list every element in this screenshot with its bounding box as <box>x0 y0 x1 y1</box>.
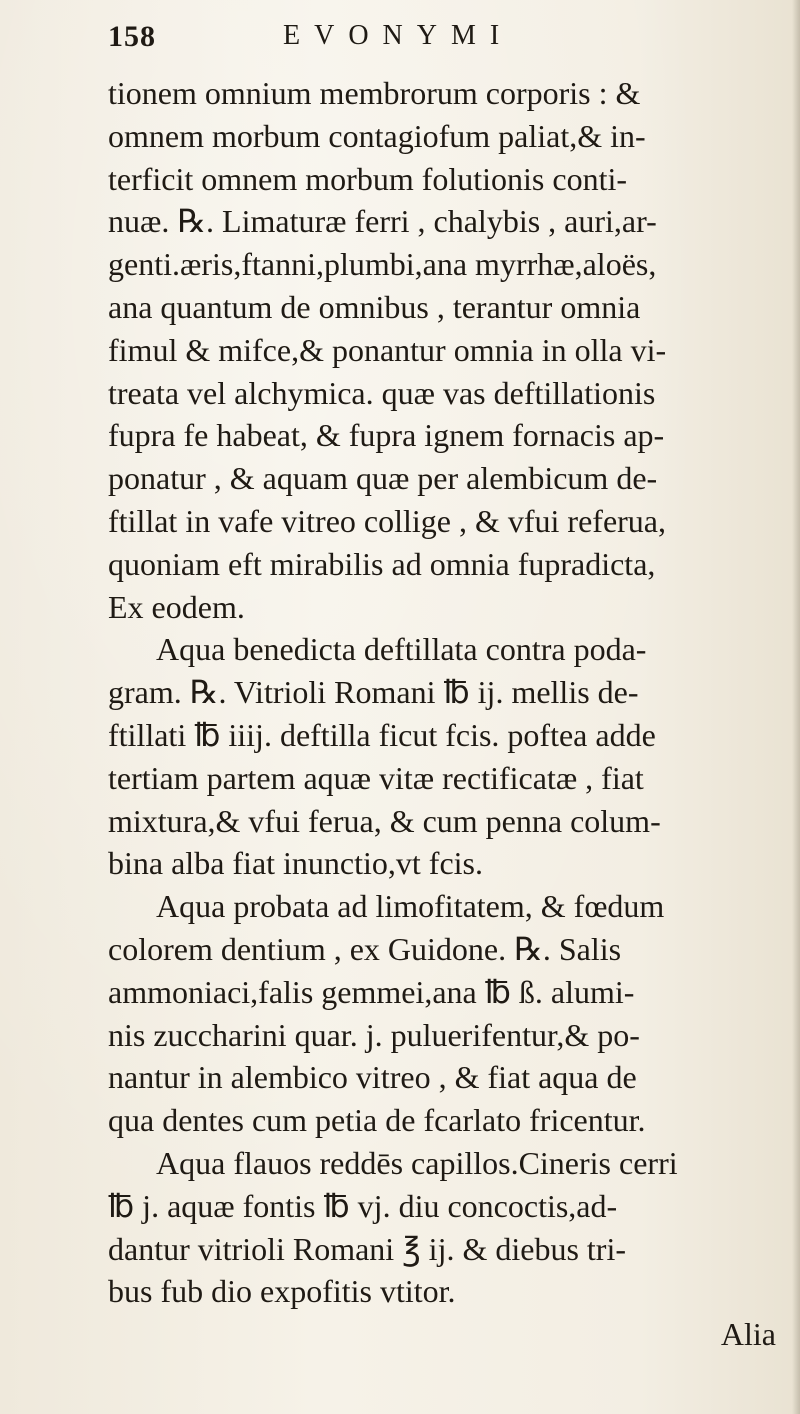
text-line: mixtura,& vfui ferua, & cum penna colum- <box>108 802 661 839</box>
text-line: quoniam eft mirabilis ad omnia fupradicta, <box>108 545 656 582</box>
text-line: nis zuccharini quar. j. puluerifentur,& po- <box>108 1016 640 1053</box>
text-line: colorem dentium , ex Guidone. ℞. Salis <box>108 930 622 967</box>
text-line: ftillat in vafe vitreo collige , & vfui referua, <box>108 502 666 539</box>
text-line: tionem omnium membrorum corporis : & <box>108 75 641 111</box>
page-edge-shadow <box>792 0 800 1414</box>
paragraph-start-line: Aqua benedicta deftillata contra poda- <box>156 631 647 668</box>
text-line: ammoniaci,falis gemmei,ana ℔ ß. alumi- <box>108 973 635 1010</box>
text-line: ℔ j. aquæ fontis ℔ vj. diu concoctis,ad- <box>108 1187 618 1224</box>
text-line: qua dentes cum petia de fcarlato fricentur. <box>108 1102 646 1139</box>
text-line: ana quantum de omnibus , terantur omnia <box>108 288 641 325</box>
text-line: bina alba fiat inunctio,vt fcis. <box>108 845 483 882</box>
text-line: fupra fe habeat, & fupra ignem fornacis ap- <box>108 417 665 454</box>
catchword: Alia <box>720 1316 776 1353</box>
text-line: gram. ℞. Vitrioli Romani ℔ ij. mellis de- <box>108 674 639 711</box>
paragraph-start-line: Aqua probata ad limofitatem, & fœdum <box>156 888 665 925</box>
text-line: terficit omnem morbum folutionis conti- <box>108 160 628 197</box>
text-line: dantur vitrioli Romani ℥ ij. & diebus tri- <box>108 1230 626 1267</box>
page-number: 158 <box>108 20 156 53</box>
text-line: nantur in alembico vitreo , & fiat aqua de <box>108 1059 637 1096</box>
body-text <box>108 72 788 1356</box>
text-line: bus fub dio expofitis vtitor. <box>108 1273 456 1310</box>
text-line: ponatur , & aquam quæ per alembicum de- <box>108 460 658 497</box>
running-head: EVONYMI <box>283 20 514 51</box>
text-line: genti.æris,ftanni,plumbi,ana myrrhæ,aloës, <box>108 246 657 283</box>
text-line: ftillati ℔ iiij. deftilla ficut fcis. poftea adde <box>108 716 656 753</box>
text-line: fimul & mifce,& ponantur omnia in olla vi- <box>108 331 667 368</box>
text-line: treata vel alchymica. quæ vas deftillationis <box>108 374 656 411</box>
paragraph-start-line: Aqua flauos reddēs capillos.Cineris cerri <box>156 1144 678 1181</box>
text-line: omnem morbum contagiofum paliat,& in- <box>108 117 646 154</box>
text-line: tertiam partem aquæ vitæ rectificatæ , fiat <box>108 759 644 796</box>
page-header <box>108 18 768 62</box>
text-line: nuæ. ℞. Limaturæ ferri , chalybis , auri,ar- <box>108 203 657 240</box>
section-heading: Ex eodem. <box>108 588 245 625</box>
